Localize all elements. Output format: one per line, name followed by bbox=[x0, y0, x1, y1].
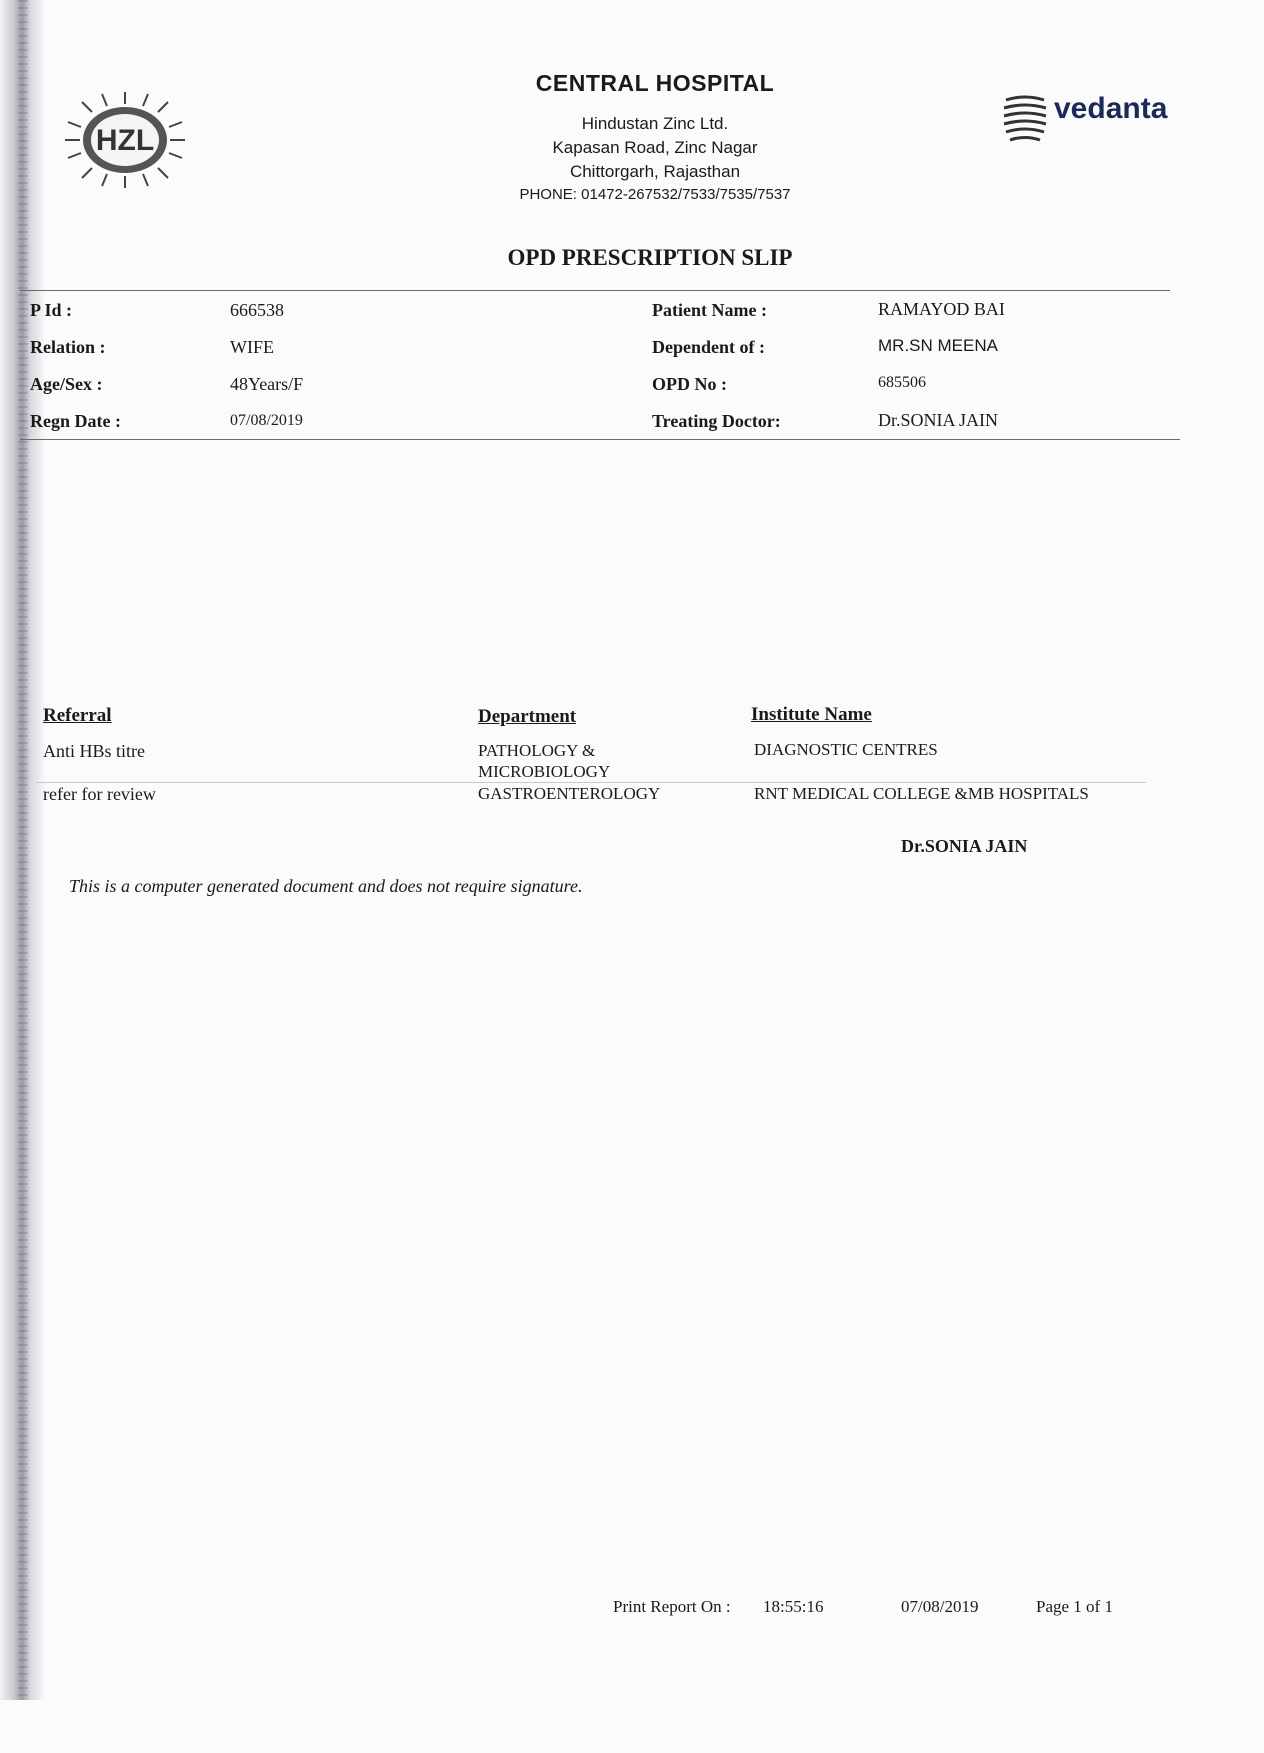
regn-date-value: 07/08/2019 bbox=[230, 412, 303, 429]
pid-label: P Id : bbox=[30, 300, 73, 320]
treating-doctor-label: Treating Doctor: bbox=[652, 411, 781, 431]
print-date: 07/08/2019 bbox=[901, 1597, 979, 1616]
referral-row-2-department: GASTROENTEROLOGY bbox=[478, 784, 661, 803]
computer-generated-note: This is a computer generated document and does not require signature. bbox=[69, 876, 583, 896]
dependent-value: MR.SN MEENA bbox=[878, 336, 998, 355]
hospital-name: CENTRAL HOSPITAL bbox=[535, 70, 775, 96]
referral-row-2-referral: refer for review bbox=[43, 784, 156, 804]
patient-name-label: Patient Name : bbox=[652, 300, 767, 320]
patient-name-value: RAMAYOD BAI bbox=[878, 299, 1005, 319]
svg-text:HZL: HZL bbox=[95, 124, 155, 157]
opd-no-label: OPD No : bbox=[652, 374, 727, 394]
print-time: 18:55:16 bbox=[763, 1597, 824, 1616]
referral-row-2-institute: RNT MEDICAL COLLEGE &MB HOSPITALS bbox=[754, 784, 1089, 803]
vedanta-wordmark: vedanta bbox=[1054, 92, 1168, 125]
agesex-value: 48Years/F bbox=[230, 374, 304, 394]
relation-label: Relation : bbox=[30, 337, 106, 357]
referral-row-1-referral: Anti HBs titre bbox=[43, 741, 145, 761]
dependent-label: Dependent of : bbox=[652, 337, 765, 357]
institute-header: Institute Name bbox=[751, 704, 872, 725]
page-number: Page 1 of 1 bbox=[1036, 1597, 1113, 1616]
referral-row-1-institute: DIAGNOSTIC CENTRES bbox=[754, 740, 938, 759]
doctor-signature: Dr.SONIA JAIN bbox=[901, 836, 1028, 856]
regn-date-label: Regn Date : bbox=[30, 411, 121, 431]
info-bottom-rule bbox=[20, 439, 1180, 440]
company-name: Hindustan Zinc Ltd. bbox=[581, 114, 729, 133]
slip-title: OPD PRESCRIPTION SLIP bbox=[507, 245, 793, 270]
top-rule bbox=[20, 290, 1170, 291]
agesex-label: Age/Sex : bbox=[30, 374, 103, 394]
address-line-2: Chittorgarh, Rajasthan bbox=[569, 162, 741, 181]
referral-row-1-department-line-2: MICROBIOLOGY bbox=[478, 762, 611, 781]
phone-line: PHONE: 01472-267532/7533/7535/7537 bbox=[519, 186, 791, 203]
referral-header: Referral bbox=[43, 705, 112, 726]
treating-doctor-value: Dr.SONIA JAIN bbox=[878, 410, 999, 430]
referral-row-1-department-line-1: PATHOLOGY & bbox=[478, 741, 596, 760]
opd-no-value: 685506 bbox=[878, 374, 926, 391]
address-line-1: Kapasan Road, Zinc Nagar bbox=[552, 138, 758, 157]
department-header: Department bbox=[478, 706, 577, 727]
pid-value: 666538 bbox=[230, 300, 284, 320]
relation-value: WIFE bbox=[230, 337, 274, 357]
print-report-label: Print Report On : bbox=[613, 1597, 731, 1616]
